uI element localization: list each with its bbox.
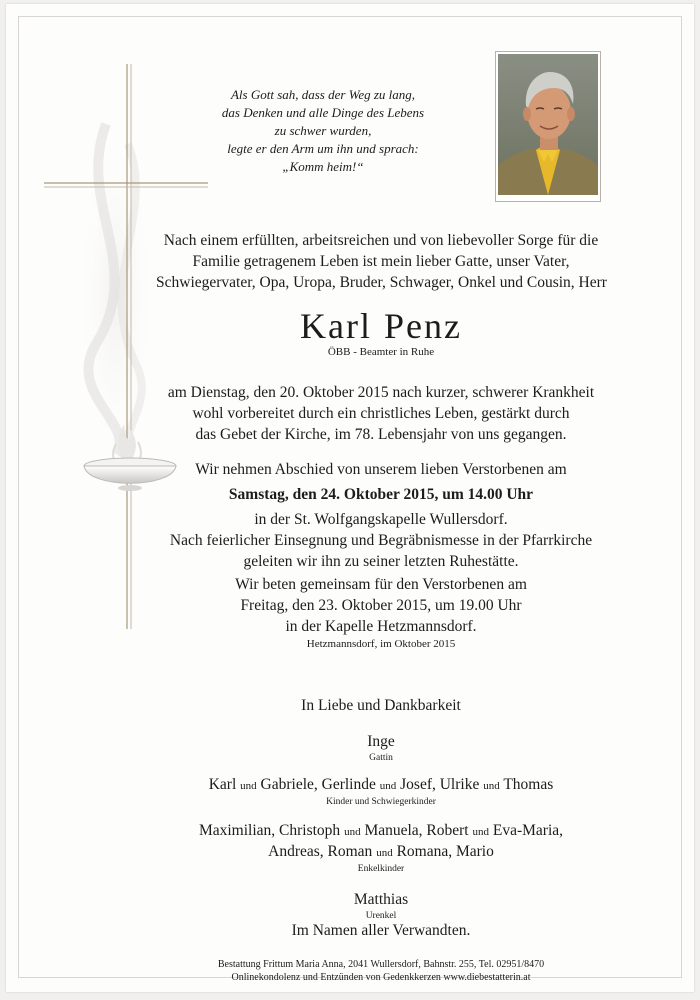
intro-text — [156, 230, 606, 293]
prayer-line: Freitag, den 23. Oktober 2015, um 19.00 Uhr — [240, 597, 522, 614]
death-notice-line: das Gebet der Kirche, im 78. Lebensjahr von uns gegangen. — [195, 426, 567, 443]
and-word: und — [376, 847, 393, 859]
child-name: Josef, Ulrike — [400, 776, 480, 793]
intro-line: Nach einem erfüllten, arbeitsreichen und von liebevoller Sorge für die — [163, 232, 599, 249]
and-word: und — [344, 826, 361, 838]
wife-name: Inge — [367, 733, 395, 750]
child-name: Thomas — [503, 776, 554, 793]
child-name: Karl — [208, 776, 237, 793]
grandchildren-line-1 — [156, 821, 606, 842]
funeral-home-footer — [156, 958, 606, 984]
footer-line: Onlinekondolenz und Entzünden von Gedenkkerzen www.diebestatterin.at — [231, 972, 531, 983]
farewell-line: in der St. Wolfgangskapelle Wullersdorf. — [254, 511, 508, 528]
and-word: und — [240, 780, 257, 792]
grandchildren-line-2 — [156, 842, 606, 863]
deceased-name — [156, 304, 606, 348]
obituary-sheet — [6, 4, 694, 992]
great-grandchild-role: Urenkel — [365, 911, 397, 921]
children-names — [156, 775, 606, 796]
prayer-details — [156, 574, 606, 637]
intro-line: Schwiegervater, Opa, Uropa, Bruder, Schwager, Onkel und Cousin, Herr — [156, 274, 607, 291]
intro-line: Familie getragenem Leben ist mein lieber Gatte, unser Vater, — [192, 253, 570, 270]
grandchild-name: Maximilian, Christoph — [198, 822, 341, 839]
farewell-line: Nach feierlicher Einsegnung und Begräbnismesse in der Pfarrkirche — [169, 532, 593, 549]
death-notice-line: am Dienstag, den 20. Oktober 2015 nach kurzer, schwerer Krankheit — [167, 384, 595, 401]
poem-line: das Denken und alle Dinge des Lebens — [221, 105, 425, 120]
and-word: und — [483, 780, 500, 792]
prayer-line: Wir beten gemeinsam für den Verstorbenen am — [235, 576, 527, 593]
grandchild-name: Romana, Mario — [396, 843, 494, 860]
first-name: Karl — [300, 306, 372, 346]
death-notice-line: wohl vorbereitet durch ein christliches Leben, gestärkt durch — [192, 405, 570, 422]
wife-role: Gattin — [369, 753, 393, 763]
occupation: ÖBB - Beamter in Ruhe — [327, 346, 435, 358]
last-name: Penz — [383, 306, 462, 346]
funeral-date: Samstag, den 24. Oktober 2015, um 14.00 Uhr — [228, 486, 534, 503]
and-word: und — [472, 826, 489, 838]
child-name: Gabriele, Gerlinde — [260, 776, 376, 793]
grandchildren-role: Enkelkinder — [357, 864, 405, 874]
poem-line: legte er den Arm um ihn und sprach: — [227, 141, 419, 156]
and-word: und — [379, 780, 397, 792]
farewell-intro: Wir nehmen Abschied von unserem lieben Verstorbenen am — [195, 461, 567, 478]
portrait-photo — [495, 51, 601, 202]
farewell-line: geleiten wir ihn zu seiner letzten Ruhestätte. — [243, 553, 519, 570]
mourners — [156, 696, 606, 923]
death-notice — [156, 382, 606, 445]
mourners-heading: In Liebe und Dankbarkeit — [301, 697, 461, 714]
grandchild-name: Manuela, Robert — [364, 822, 469, 839]
funeral-details — [156, 459, 606, 572]
place-date: Hetzmannsdorf, im Oktober 2015 — [306, 638, 456, 650]
prayer-line: in der Kapelle Hetzmannsdorf. — [285, 618, 477, 635]
great-grandchild-name: Matthias — [353, 891, 409, 908]
children-role: Kinder und Schwiegerkinder — [326, 797, 436, 807]
portrait-image — [498, 54, 598, 195]
grandchild-name: Andreas, Roman — [268, 843, 373, 860]
grandchild-name: Eva-Maria, — [492, 822, 564, 839]
footer-line: Bestattung Frittum Maria Anna, 2041 Wullersdorf, Bahnstr. 255, Tel. 02951/8470 — [217, 959, 545, 970]
signoff: Im Namen aller Verwandten. — [291, 922, 471, 939]
poem-line: zu schwer wurden, — [274, 123, 372, 138]
poem-line: Als Gott sah, dass der Weg zu lang, — [230, 87, 416, 102]
poem-line: „Komm heim!“ — [282, 159, 364, 174]
poem — [204, 86, 442, 176]
